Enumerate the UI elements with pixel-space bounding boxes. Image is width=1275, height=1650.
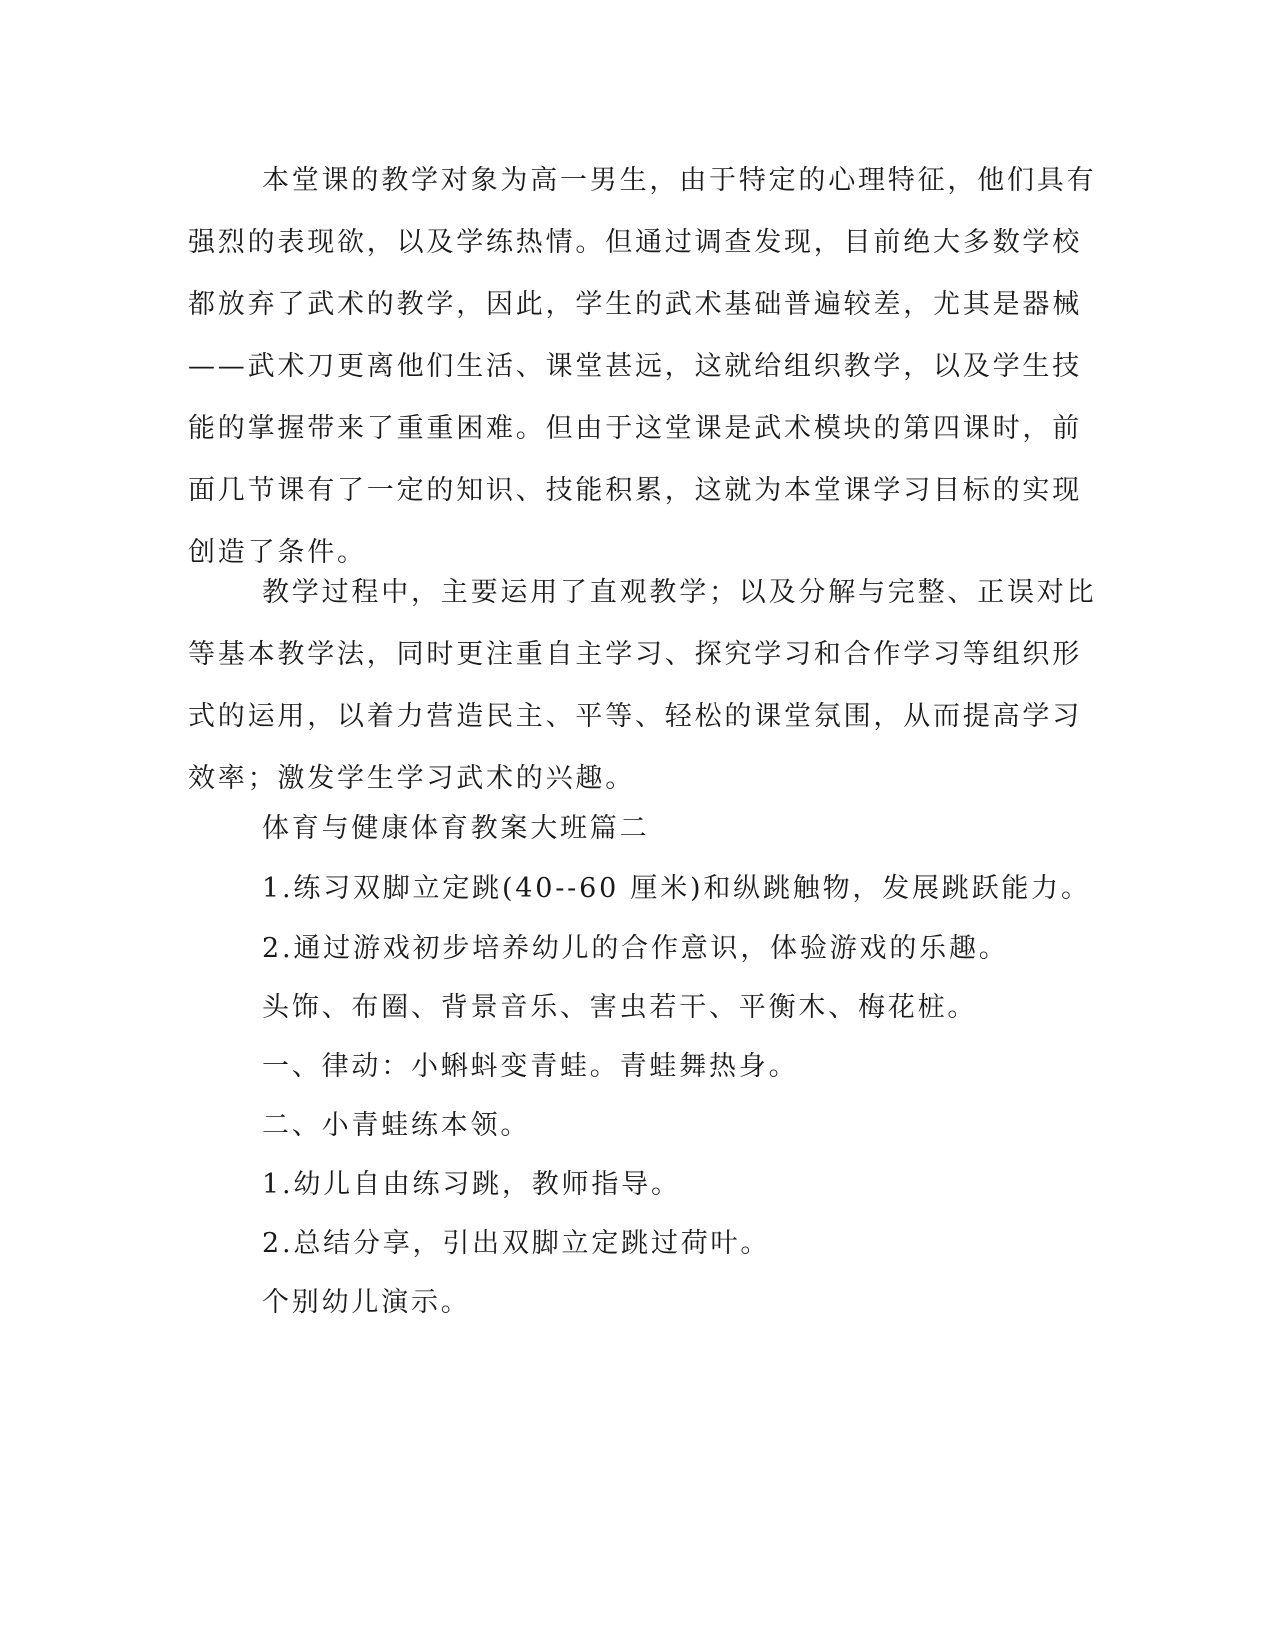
demo-line: 个别幼儿演示。 — [262, 1287, 471, 1318]
step-heading: 一、律动：小蝌蚪变青蛙。青蛙舞热身。 — [262, 1051, 799, 1082]
paragraph-line: 效率；激发学生学习武术的兴趣。 — [188, 763, 635, 794]
paragraph-line: 式的运用，以着力营造民主、平等、轻松的课堂氛围，从而提高学习 — [188, 701, 1082, 732]
step-item: 2.总结分享，引出双脚立定跳过荷叶。 — [262, 1228, 771, 1259]
paragraph-line: 强烈的表现欲，以及学练热情。但通过调查发现，目前绝大多数学校 — [188, 227, 1082, 258]
step-item: 1.幼儿自由练习跳，教师指导。 — [262, 1169, 681, 1200]
paragraph-teaching-methods — [188, 562, 1097, 810]
step-heading: 二、小青蛙练本领。 — [262, 1110, 531, 1141]
paragraph-line: ——武术刀更离他们生活、课堂甚远，这就给组织教学，以及学生技 — [188, 351, 1082, 382]
section-title: 体育与健康体育教案大班篇二 — [262, 813, 650, 844]
paragraph-line: 教学过程中，主要运用了直观教学；以及分解与完整、正误对比 — [262, 577, 1097, 608]
paragraph-learner-analysis — [188, 150, 1097, 584]
goal-item: 1.练习双脚立定跳(40--60 厘米)和纵跳触物，发展跳跃能力。 — [262, 873, 1091, 904]
paragraph-line: 都放弃了武术的教学，因此，学生的武术基础普遍较差，尤其是器械 — [188, 289, 1082, 320]
paragraph-line: 能的掌握带来了重重困难。但由于这堂课是武术模块的第四课时，前 — [188, 413, 1082, 444]
paragraph-line: 等基本教学法，同时更注重自主学习、探究学习和合作学习等组织形 — [188, 639, 1082, 670]
materials-line: 头饰、布圈、背景音乐、害虫若干、平衡木、梅花桩。 — [262, 992, 978, 1023]
paragraph-line: 创造了条件。 — [188, 537, 367, 568]
goal-item: 2.通过游戏初步培养幼儿的合作意识，体验游戏的乐趣。 — [262, 933, 1009, 964]
paragraph-line: 本堂课的教学对象为高一男生，由于特定的心理特征，他们具有 — [262, 165, 1097, 196]
paragraph-line: 面几节课有了一定的知识、技能积累，这就为本堂课学习目标的实现 — [188, 475, 1082, 506]
